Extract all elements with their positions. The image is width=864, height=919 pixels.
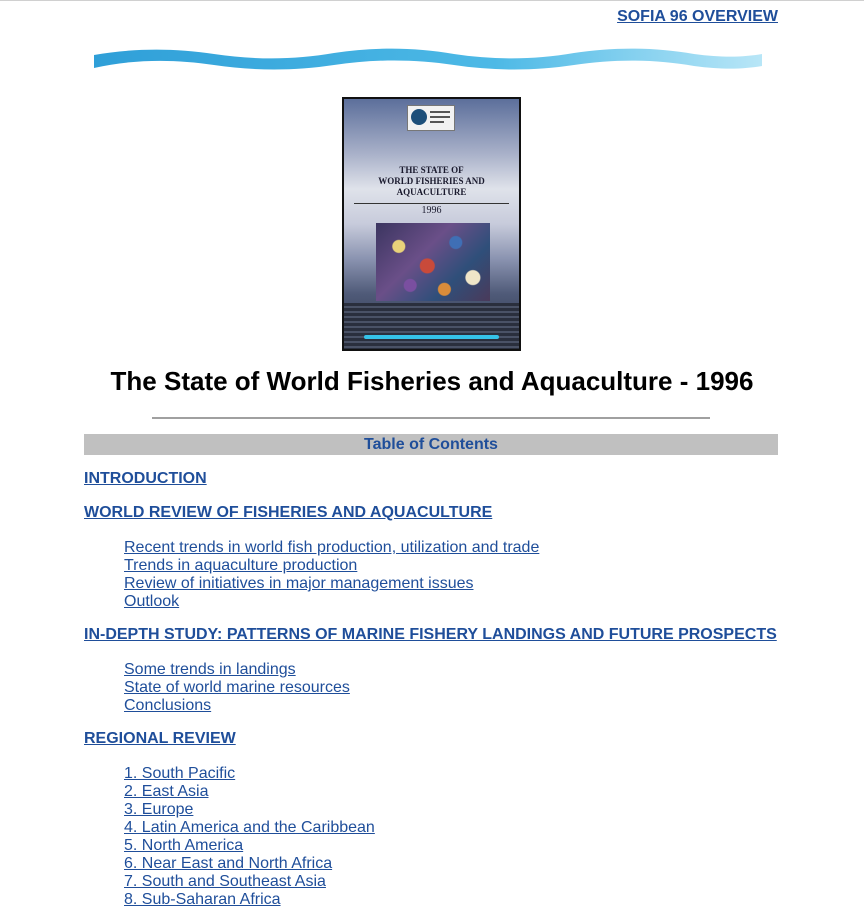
in-depth-study-link[interactable]: IN-DEPTH STUDY: PATTERNS OF MARINE FISHERY LANDINGS AND FUTURE PROSPECTS	[84, 626, 777, 643]
introduction-link[interactable]: INTRODUCTION	[84, 470, 207, 487]
toc-subitem-link[interactable]: State of world marine resources	[124, 679, 350, 696]
toc-region-link[interactable]: 4. Latin America and the Caribbean	[124, 819, 375, 836]
toc-heading: Table of Contents	[84, 434, 778, 455]
toc-region-link[interactable]: 1. South Pacific	[124, 765, 236, 782]
fao-logo	[407, 105, 455, 131]
toc-region-link[interactable]: 3. Europe	[124, 801, 194, 818]
toc-region-link[interactable]: 5. North America	[124, 837, 244, 854]
sofia-overview-link[interactable]: SOFIA 96 OVERVIEW	[617, 8, 778, 25]
toc-region-link[interactable]: 6. Near East and North Africa	[124, 855, 333, 872]
report-cover-image	[342, 97, 521, 351]
cover-photo	[376, 223, 490, 301]
toc-region-link[interactable]: 8. Sub-Saharan Africa	[124, 891, 281, 908]
top-divider	[0, 0, 864, 1]
in-depth-list	[124, 661, 350, 715]
page-title: The State of World Fisheries and Aquaculture - 1996	[110, 366, 754, 396]
toc-subitem-link[interactable]: Review of initiatives in major management issues	[124, 575, 474, 592]
cover-sea	[344, 303, 519, 349]
toc-subitem-link[interactable]: Trends in aquaculture production	[124, 557, 358, 574]
toc-subitem-link[interactable]: Some trends in landings	[124, 661, 296, 678]
cover-title: THE STATE OF WORLD FISHERIES AND AQUACULTURE	[378, 165, 485, 197]
cover-wave-strip	[364, 335, 499, 339]
toc-region-link[interactable]: 2. East Asia	[124, 783, 209, 800]
world-review-link[interactable]: WORLD REVIEW OF FISHERIES AND AQUACULTURE	[84, 504, 493, 521]
toc-region-link[interactable]: 7. South and Southeast Asia	[124, 873, 326, 890]
fao-emblem-icon	[411, 109, 427, 125]
toc-subitem-link[interactable]: Outlook	[124, 593, 180, 610]
toc-subitem-link[interactable]: Recent trends in world fish production, utilization and trade	[124, 539, 540, 556]
cover-year: 1996	[354, 203, 509, 216]
horizontal-rule	[152, 417, 710, 419]
world-review-list	[124, 539, 539, 611]
toc-subitem-link[interactable]: Conclusions	[124, 697, 212, 714]
regional-list	[124, 765, 375, 909]
regional-review-link[interactable]: REGIONAL REVIEW	[84, 730, 236, 747]
wave-banner	[94, 44, 762, 74]
